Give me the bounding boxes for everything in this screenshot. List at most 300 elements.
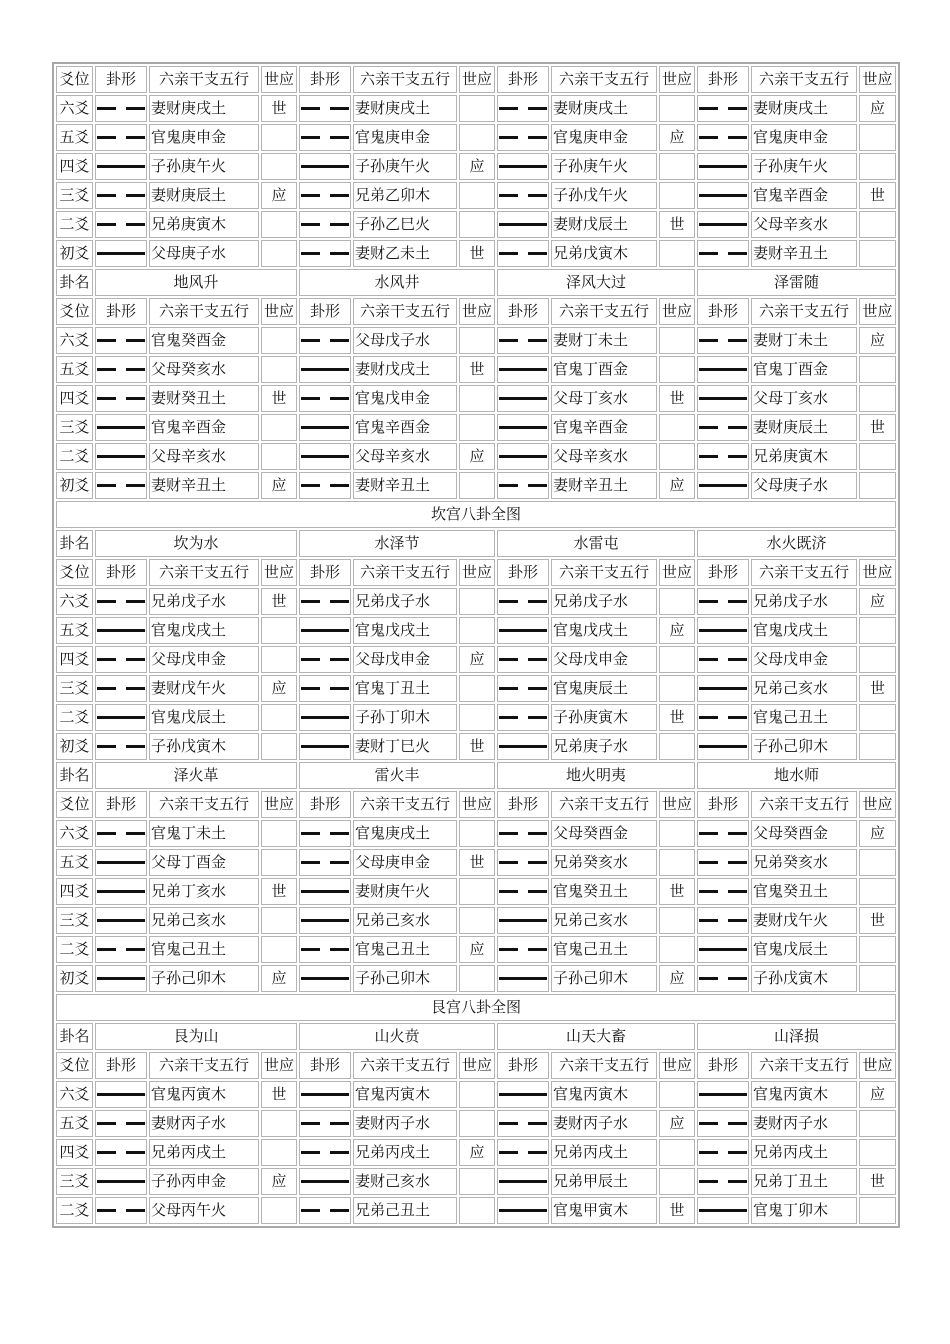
header-relation: 六亲干支五行 <box>751 66 857 93</box>
yao-position: 二爻 <box>56 936 93 963</box>
liuqin-ganzhi: 父母辛亥水 <box>353 443 457 470</box>
yao-line-cell <box>497 1197 549 1224</box>
yao-line-cell <box>497 472 549 499</box>
shi-ying-mark <box>659 240 695 267</box>
shi-ying-mark <box>459 385 495 412</box>
liuqin-ganzhi: 妻财庚戌土 <box>751 95 857 122</box>
yao-position: 四爻 <box>56 1139 93 1166</box>
yao-position: 六爻 <box>56 1081 93 1108</box>
shi-ying-mark <box>459 820 495 847</box>
liuqin-ganzhi: 子孙戊寅木 <box>149 733 259 760</box>
header-position: 爻位 <box>56 66 93 93</box>
column-header-row <box>56 559 896 586</box>
header-shiying: 世应 <box>659 791 695 818</box>
liuqin-ganzhi: 兄弟己亥水 <box>353 907 457 934</box>
yao-position: 初爻 <box>56 472 93 499</box>
liuqin-ganzhi: 妻财丙子水 <box>551 1110 657 1137</box>
shi-ying-mark: 世 <box>859 1168 896 1195</box>
yao-line-cell <box>95 95 147 122</box>
liuqin-ganzhi: 妻财戊午火 <box>751 907 857 934</box>
yin-line-icon <box>499 241 547 266</box>
yao-line-cell <box>95 1081 147 1108</box>
header-relation: 六亲干支五行 <box>149 298 259 325</box>
shi-ying-mark <box>459 1110 495 1137</box>
yang-line-icon <box>699 357 747 382</box>
header-shiying: 世应 <box>459 66 495 93</box>
header-shape: 卦形 <box>299 1052 351 1079</box>
gua-name: 水风井 <box>299 269 495 296</box>
shi-ying-mark: 世 <box>261 385 297 412</box>
yao-line-cell <box>697 153 749 180</box>
shi-ying-mark <box>859 385 896 412</box>
shi-ying-mark <box>659 646 695 673</box>
shi-ying-mark: 应 <box>261 182 297 209</box>
yao-line-cell <box>299 385 351 412</box>
yao-line-cell <box>299 327 351 354</box>
gua-name-row <box>56 1023 896 1050</box>
liuqin-ganzhi: 子孙庚寅木 <box>551 704 657 731</box>
header-relation: 六亲干支五行 <box>751 1052 857 1079</box>
yao-line-cell <box>95 704 147 731</box>
liuqin-ganzhi: 妻财庚午火 <box>353 878 457 905</box>
liuqin-ganzhi: 兄弟己丑土 <box>353 1197 457 1224</box>
shi-ying-mark <box>659 907 695 934</box>
liuqin-ganzhi: 兄弟甲辰土 <box>551 1168 657 1195</box>
gua-name: 山泽损 <box>697 1023 896 1050</box>
header-shape: 卦形 <box>299 559 351 586</box>
shi-ying-mark: 应 <box>261 675 297 702</box>
palace-title-row <box>56 994 896 1021</box>
yin-line-icon <box>499 705 547 730</box>
shi-ying-mark <box>659 182 695 209</box>
liuqin-ganzhi: 妻财丙子水 <box>751 1110 857 1137</box>
yin-line-icon <box>97 386 145 411</box>
yang-line-icon <box>699 154 747 179</box>
yao-line-cell <box>95 414 147 441</box>
yang-line-icon <box>499 908 547 933</box>
shi-ying-mark <box>659 1168 695 1195</box>
yao-position: 六爻 <box>56 327 93 354</box>
yang-line-icon <box>97 618 145 643</box>
yang-line-icon <box>97 850 145 875</box>
hexagram-table <box>54 64 898 1226</box>
yao-line-cell <box>697 1197 749 1224</box>
yin-line-icon <box>301 473 349 498</box>
yao-line-cell <box>697 124 749 151</box>
liuqin-ganzhi: 官鬼癸酉金 <box>149 327 259 354</box>
gua-name-label: 卦名 <box>56 530 93 557</box>
liuqin-ganzhi: 父母癸酉金 <box>551 820 657 847</box>
header-shiying: 世应 <box>659 559 695 586</box>
yin-line-icon <box>301 1198 349 1223</box>
shi-ying-mark <box>659 356 695 383</box>
yin-line-icon <box>499 937 547 962</box>
yin-line-icon <box>301 96 349 121</box>
shi-ying-mark <box>859 617 896 644</box>
yao-row <box>56 443 896 470</box>
yao-line-cell <box>697 936 749 963</box>
yao-line-cell <box>497 588 549 615</box>
yao-line-cell <box>299 704 351 731</box>
yao-position: 二爻 <box>56 443 93 470</box>
shi-ying-mark <box>459 1081 495 1108</box>
shi-ying-mark: 应 <box>261 1168 297 1195</box>
liuqin-ganzhi: 官鬼癸丑土 <box>551 878 657 905</box>
shi-ying-mark: 世 <box>659 385 695 412</box>
yang-line-icon <box>97 966 145 991</box>
yao-line-cell <box>697 617 749 644</box>
column-header-row <box>56 791 896 818</box>
gua-name: 雷火丰 <box>299 762 495 789</box>
yao-position: 三爻 <box>56 675 93 702</box>
header-position: 爻位 <box>56 298 93 325</box>
yao-line-cell <box>697 733 749 760</box>
yao-line-cell <box>299 414 351 441</box>
liuqin-ganzhi: 官鬼戊戌土 <box>149 617 259 644</box>
yao-line-cell <box>497 965 549 992</box>
liuqin-ganzhi: 父母癸酉金 <box>751 820 857 847</box>
palace-title-row <box>56 501 896 528</box>
yao-row <box>56 1197 896 1224</box>
shi-ying-mark: 应 <box>859 95 896 122</box>
gua-name: 水雷屯 <box>497 530 695 557</box>
yao-line-cell <box>299 124 351 151</box>
shi-ying-mark <box>859 936 896 963</box>
yao-position: 六爻 <box>56 820 93 847</box>
yao-line-cell <box>299 675 351 702</box>
header-shiying: 世应 <box>859 1052 896 1079</box>
column-header-row <box>56 1052 896 1079</box>
yang-line-icon <box>301 966 349 991</box>
yang-line-icon <box>499 154 547 179</box>
shi-ying-mark <box>261 704 297 731</box>
shi-ying-mark: 应 <box>659 124 695 151</box>
liuqin-ganzhi: 官鬼丁酉金 <box>551 356 657 383</box>
yao-line-cell <box>95 1139 147 1166</box>
liuqin-ganzhi: 妻财戊辰土 <box>551 211 657 238</box>
liuqin-ganzhi: 父母戊申金 <box>751 646 857 673</box>
yao-row <box>56 1081 896 1108</box>
yao-line-cell <box>497 907 549 934</box>
liuqin-ganzhi: 官鬼庚辰土 <box>551 675 657 702</box>
yao-row <box>56 1168 896 1195</box>
yao-line-cell <box>299 1110 351 1137</box>
yao-line-cell <box>697 95 749 122</box>
header-shiying: 世应 <box>459 559 495 586</box>
header-relation: 六亲干支五行 <box>353 1052 457 1079</box>
header-relation: 六亲干支五行 <box>149 559 259 586</box>
yin-line-icon <box>699 1111 747 1136</box>
header-shape: 卦形 <box>95 1052 147 1079</box>
liuqin-ganzhi: 官鬼庚申金 <box>551 124 657 151</box>
header-relation: 六亲干支五行 <box>551 298 657 325</box>
liuqin-ganzhi: 父母庚子水 <box>751 472 857 499</box>
header-shiying: 世应 <box>459 1052 495 1079</box>
yang-line-icon <box>499 357 547 382</box>
yao-line-cell <box>497 820 549 847</box>
yao-line-cell <box>299 820 351 847</box>
yao-line-cell <box>497 646 549 673</box>
yang-line-icon <box>699 937 747 962</box>
shi-ying-mark: 世 <box>659 704 695 731</box>
yao-line-cell <box>95 646 147 673</box>
header-relation: 六亲干支五行 <box>353 298 457 325</box>
header-position: 爻位 <box>56 559 93 586</box>
yang-line-icon <box>97 154 145 179</box>
yang-line-icon <box>699 618 747 643</box>
liuqin-ganzhi: 妻财庚戌土 <box>551 95 657 122</box>
liuqin-ganzhi: 官鬼己丑土 <box>751 704 857 731</box>
shi-ying-mark: 应 <box>459 153 495 180</box>
yao-row <box>56 1139 896 1166</box>
liuqin-ganzhi: 妻财丁未土 <box>551 327 657 354</box>
liuqin-ganzhi: 官鬼癸丑土 <box>751 878 857 905</box>
yin-line-icon <box>301 821 349 846</box>
yao-line-cell <box>299 878 351 905</box>
yin-line-icon <box>699 705 747 730</box>
shi-ying-mark <box>261 936 297 963</box>
shi-ying-mark <box>859 965 896 992</box>
liuqin-ganzhi: 妻财癸丑土 <box>149 385 259 412</box>
yin-line-icon <box>301 212 349 237</box>
yao-row <box>56 182 896 209</box>
yao-line-cell <box>697 965 749 992</box>
liuqin-ganzhi: 官鬼戊戌土 <box>751 617 857 644</box>
liuqin-ganzhi: 父母癸亥水 <box>149 356 259 383</box>
liuqin-ganzhi: 官鬼庚戌土 <box>353 820 457 847</box>
liuqin-ganzhi: 子孙庚午火 <box>751 153 857 180</box>
yang-line-icon <box>97 908 145 933</box>
yang-line-icon <box>301 908 349 933</box>
shi-ying-mark <box>261 327 297 354</box>
yao-line-cell <box>697 472 749 499</box>
yin-line-icon <box>97 734 145 759</box>
yao-line-cell <box>697 675 749 702</box>
shi-ying-mark <box>261 240 297 267</box>
liuqin-ganzhi: 父母辛亥水 <box>149 443 259 470</box>
yao-line-cell <box>697 211 749 238</box>
yao-line-cell <box>299 1168 351 1195</box>
liuqin-ganzhi: 官鬼辛酉金 <box>551 414 657 441</box>
header-shape: 卦形 <box>697 559 749 586</box>
yao-line-cell <box>497 617 549 644</box>
yang-line-icon <box>699 734 747 759</box>
yao-line-cell <box>95 472 147 499</box>
liuqin-ganzhi: 子孙丁卯木 <box>353 704 457 731</box>
gua-name-label: 卦名 <box>56 269 93 296</box>
shi-ying-mark: 世 <box>459 733 495 760</box>
yin-line-icon <box>699 96 747 121</box>
yao-line-cell <box>697 443 749 470</box>
yang-line-icon <box>499 1198 547 1223</box>
liuqin-ganzhi: 官鬼戊戌土 <box>353 617 457 644</box>
shi-ying-mark <box>859 878 896 905</box>
yin-line-icon <box>699 589 747 614</box>
liuqin-ganzhi: 子孙丙申金 <box>149 1168 259 1195</box>
shi-ying-mark <box>659 849 695 876</box>
yin-line-icon <box>499 821 547 846</box>
yin-line-icon <box>97 589 145 614</box>
yao-line-cell <box>95 675 147 702</box>
header-relation: 六亲干支五行 <box>551 791 657 818</box>
liuqin-ganzhi: 父母庚子水 <box>149 240 259 267</box>
shi-ying-mark <box>459 704 495 731</box>
liuqin-ganzhi: 父母丁酉金 <box>149 849 259 876</box>
liuqin-ganzhi: 妻财戊午火 <box>149 675 259 702</box>
yang-line-icon <box>699 473 747 498</box>
yao-line-cell <box>95 182 147 209</box>
shi-ying-mark: 世 <box>459 240 495 267</box>
yao-line-cell <box>299 936 351 963</box>
yao-line-cell <box>697 907 749 934</box>
yao-line-cell <box>95 849 147 876</box>
yao-line-cell <box>697 240 749 267</box>
header-position: 爻位 <box>56 1052 93 1079</box>
liuqin-ganzhi: 父母辛亥水 <box>551 443 657 470</box>
yao-line-cell <box>497 1168 549 1195</box>
liuqin-ganzhi: 妻财乙未土 <box>353 240 457 267</box>
gua-name-label: 卦名 <box>56 1023 93 1050</box>
gua-name: 地水师 <box>697 762 896 789</box>
liuqin-ganzhi: 兄弟戊子水 <box>551 588 657 615</box>
liuqin-ganzhi: 官鬼丙寅木 <box>353 1081 457 1108</box>
yao-row <box>56 617 896 644</box>
yao-row <box>56 936 896 963</box>
yao-line-cell <box>697 878 749 905</box>
yang-line-icon <box>499 415 547 440</box>
yin-line-icon <box>699 444 747 469</box>
shi-ying-mark <box>659 733 695 760</box>
hexagram-sheet <box>52 62 900 1228</box>
liuqin-ganzhi: 父母戊子水 <box>353 327 457 354</box>
yin-line-icon <box>301 1140 349 1165</box>
yin-line-icon <box>499 328 547 353</box>
yao-position: 四爻 <box>56 646 93 673</box>
shi-ying-mark: 应 <box>261 965 297 992</box>
yang-line-icon <box>97 241 145 266</box>
liuqin-ganzhi: 妻财戊戌土 <box>353 356 457 383</box>
liuqin-ganzhi: 妻财己亥水 <box>353 1168 457 1195</box>
yao-line-cell <box>95 1168 147 1195</box>
yin-line-icon <box>97 821 145 846</box>
shi-ying-mark <box>261 414 297 441</box>
shi-ying-mark <box>859 153 896 180</box>
yao-line-cell <box>299 1197 351 1224</box>
yang-line-icon <box>97 1169 145 1194</box>
yao-position: 五爻 <box>56 1110 93 1137</box>
yao-position: 四爻 <box>56 385 93 412</box>
yin-line-icon <box>301 937 349 962</box>
yao-position: 六爻 <box>56 588 93 615</box>
header-shiying: 世应 <box>659 298 695 325</box>
yao-line-cell <box>697 1139 749 1166</box>
shi-ying-mark <box>459 617 495 644</box>
header-relation: 六亲干支五行 <box>149 1052 259 1079</box>
yao-position: 初爻 <box>56 733 93 760</box>
shi-ying-mark <box>859 124 896 151</box>
yin-line-icon <box>301 1111 349 1136</box>
yao-position: 初爻 <box>56 240 93 267</box>
yin-line-icon <box>97 328 145 353</box>
header-shiying: 世应 <box>459 791 495 818</box>
liuqin-ganzhi: 兄弟丙戌土 <box>353 1139 457 1166</box>
header-shiying: 世应 <box>261 66 297 93</box>
yin-line-icon <box>499 647 547 672</box>
yao-line-cell <box>95 965 147 992</box>
shi-ying-mark: 世 <box>459 849 495 876</box>
gua-name-label: 卦名 <box>56 762 93 789</box>
liuqin-ganzhi: 父母戊申金 <box>551 646 657 673</box>
yang-line-icon <box>499 1082 547 1107</box>
shi-ying-mark: 应 <box>459 1139 495 1166</box>
yao-line-cell <box>95 153 147 180</box>
yao-line-cell <box>95 385 147 412</box>
header-shape: 卦形 <box>299 791 351 818</box>
shi-ying-mark: 世 <box>659 211 695 238</box>
shi-ying-mark <box>261 153 297 180</box>
yang-line-icon <box>499 734 547 759</box>
yao-row <box>56 153 896 180</box>
gua-name: 水泽节 <box>299 530 495 557</box>
liuqin-ganzhi: 妻财辛丑土 <box>751 240 857 267</box>
liuqin-ganzhi: 官鬼辛酉金 <box>149 414 259 441</box>
yang-line-icon <box>699 183 747 208</box>
shi-ying-mark: 世 <box>859 182 896 209</box>
palace-title: 坎宫八卦全图 <box>56 501 896 528</box>
yao-line-cell <box>299 733 351 760</box>
yao-line-cell <box>95 443 147 470</box>
liuqin-ganzhi: 妻财丁未土 <box>751 327 857 354</box>
shi-ying-mark: 应 <box>859 1081 896 1108</box>
yao-row <box>56 472 896 499</box>
yao-line-cell <box>697 1081 749 1108</box>
liuqin-ganzhi: 妻财丙子水 <box>149 1110 259 1137</box>
yao-line-cell <box>299 153 351 180</box>
header-shiying: 世应 <box>261 298 297 325</box>
shi-ying-mark <box>459 472 495 499</box>
yao-line-cell <box>95 617 147 644</box>
liuqin-ganzhi: 官鬼庚申金 <box>751 124 857 151</box>
liuqin-ganzhi: 子孙乙巳火 <box>353 211 457 238</box>
header-shape: 卦形 <box>299 66 351 93</box>
header-shiying: 世应 <box>459 298 495 325</box>
yin-line-icon <box>499 850 547 875</box>
yao-line-cell <box>497 936 549 963</box>
shi-ying-mark: 世 <box>659 1197 695 1224</box>
shi-ying-mark <box>261 356 297 383</box>
header-shiying: 世应 <box>659 1052 695 1079</box>
yin-line-icon <box>97 937 145 962</box>
shi-ying-mark: 世 <box>859 414 896 441</box>
yao-line-cell <box>497 182 549 209</box>
shi-ying-mark <box>659 95 695 122</box>
header-shape: 卦形 <box>697 1052 749 1079</box>
shi-ying-mark: 应 <box>659 1110 695 1137</box>
liuqin-ganzhi: 兄弟庚寅木 <box>751 443 857 470</box>
header-relation: 六亲干支五行 <box>551 66 657 93</box>
liuqin-ganzhi: 官鬼辛酉金 <box>751 182 857 209</box>
yang-line-icon <box>699 386 747 411</box>
yao-line-cell <box>95 907 147 934</box>
yao-line-cell <box>299 356 351 383</box>
column-header-row <box>56 298 896 325</box>
yin-line-icon <box>301 328 349 353</box>
liuqin-ganzhi: 官鬼戊戌土 <box>551 617 657 644</box>
yao-position: 四爻 <box>56 878 93 905</box>
yang-line-icon <box>301 357 349 382</box>
yang-line-icon <box>301 444 349 469</box>
shi-ying-mark <box>859 240 896 267</box>
